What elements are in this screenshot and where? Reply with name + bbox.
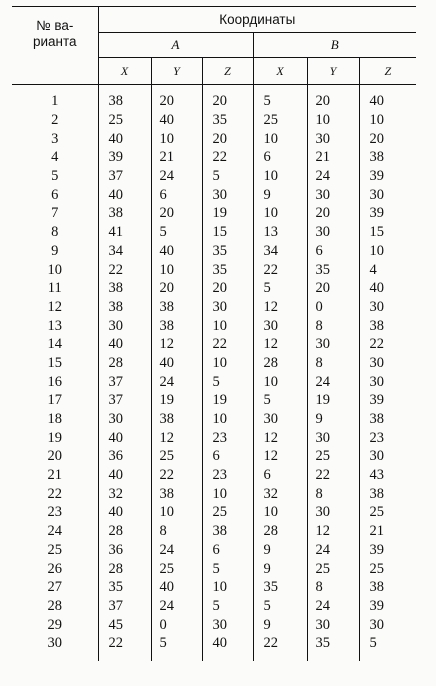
coordinate-cell-a-y: 10 (151, 260, 202, 279)
coordinate-cell-a-x: 38 (98, 298, 151, 317)
table-body (12, 85, 416, 661)
variant-number-cell: 30 (47, 635, 62, 652)
coordinate-cell-b-y: 24 (307, 597, 359, 616)
coordinate-cell-b-z: 38 (359, 410, 416, 429)
coordinate-cell-b-z: 10 (359, 111, 416, 130)
axis-header-b-z: Z (359, 58, 416, 85)
table-row (12, 466, 416, 485)
coordinate-cell-b-x: 6 (253, 148, 307, 167)
axis-header-a-y: Y (151, 58, 202, 85)
coordinate-cell-a-y: 40 (151, 578, 202, 597)
variant-number-cell: 7 (51, 205, 59, 222)
coordinate-cell-b-z: 30 (359, 615, 416, 634)
coordinate-cell-a-y: 20 (151, 204, 202, 223)
coordinate-cell-a-x: 28 (98, 559, 151, 578)
coordinate-cell-b-z: 20 (359, 129, 416, 148)
coordinate-cell-a-y: 38 (151, 316, 202, 335)
table-row (12, 503, 416, 522)
coordinate-cell-a-x: 36 (98, 447, 151, 466)
table-row (12, 447, 416, 466)
axis-header-a-x: X (98, 58, 151, 85)
coordinate-cell-a-x: 40 (98, 503, 151, 522)
coordinate-cell-a-y: 20 (151, 85, 202, 111)
coordinate-cell-a-z: 20 (202, 129, 253, 148)
coordinate-cell-b-y: 30 (307, 129, 359, 148)
coordinate-cell-a-x: 37 (98, 597, 151, 616)
coordinate-cell-a-y: 24 (151, 167, 202, 186)
spacer-cell (359, 653, 416, 661)
variant-number-cell: 6 (51, 186, 59, 203)
coordinate-cell-a-y: 25 (151, 447, 202, 466)
coordinate-cell-a-y: 40 (151, 242, 202, 261)
coordinate-cell-a-y: 22 (151, 466, 202, 485)
coordinate-cell-a-x: 39 (98, 148, 151, 167)
variant-number-cell: 15 (47, 354, 62, 371)
variant-number-cell: 5 (51, 168, 59, 185)
spacer-cell (98, 653, 151, 661)
coordinate-cell-b-z: 30 (359, 372, 416, 391)
table-row (12, 428, 416, 447)
table-row (12, 129, 416, 148)
coordinate-cell-a-z: 40 (202, 634, 253, 653)
coordinate-cell-a-z: 30 (202, 615, 253, 634)
table-row (12, 260, 416, 279)
table-row (12, 335, 416, 354)
coordinate-cell-b-x: 10 (253, 503, 307, 522)
variant-number-cell: 14 (47, 336, 62, 353)
table-row (12, 410, 416, 429)
table-row (12, 279, 416, 298)
variant-number-cell: 21 (47, 467, 62, 484)
variant-number-cell: 29 (47, 616, 62, 633)
header-row-top (12, 7, 416, 33)
group-b-header: B (253, 33, 416, 58)
coordinate-cell-a-y: 38 (151, 298, 202, 317)
coordinate-cell-a-y: 6 (151, 185, 202, 204)
variant-number-cell: 18 (47, 411, 62, 428)
coordinate-cell-b-x: 25 (253, 111, 307, 130)
coordinate-cell-a-z: 10 (202, 578, 253, 597)
coordinate-cell-a-x: 28 (98, 522, 151, 541)
coordinate-cell-b-x: 9 (253, 185, 307, 204)
coordinate-cell-a-y: 24 (151, 541, 202, 560)
table-row (12, 85, 416, 111)
table-row (12, 148, 416, 167)
variant-number-cell: 19 (47, 429, 62, 446)
coordinate-cell-b-x: 12 (253, 335, 307, 354)
coordinate-cell-a-x: 38 (98, 85, 151, 111)
coordinate-cell-a-z: 6 (202, 541, 253, 560)
coordinate-cell-a-x: 45 (98, 615, 151, 634)
variant-number-cell: 26 (47, 560, 62, 577)
variant-number-cell: 22 (47, 485, 62, 502)
table-row (12, 597, 416, 616)
variant-number-cell: 9 (51, 242, 59, 259)
coordinate-cell-a-y: 5 (151, 223, 202, 242)
coordinate-cell-a-y: 40 (151, 354, 202, 373)
variant-header-line1: № ва- (36, 18, 74, 33)
coordinate-cell-b-x: 5 (253, 391, 307, 410)
coordinate-cell-a-z: 5 (202, 372, 253, 391)
coordinate-cell-b-y: 22 (307, 466, 359, 485)
coordinate-cell-a-z: 5 (202, 597, 253, 616)
variant-number-cell: 24 (47, 523, 62, 540)
coordinate-cell-a-z: 35 (202, 242, 253, 261)
coordinate-cell-b-y: 24 (307, 541, 359, 560)
coordinate-cell-a-x: 40 (98, 466, 151, 485)
coordinate-cell-b-x: 30 (253, 316, 307, 335)
variant-number-cell: 11 (47, 280, 62, 297)
table-row (12, 167, 416, 186)
coordinate-cell-b-z: 22 (359, 335, 416, 354)
coordinate-cell-b-z: 39 (359, 597, 416, 616)
coordinate-cell-b-y: 10 (307, 111, 359, 130)
coordinate-cell-b-z: 43 (359, 466, 416, 485)
coordinate-cell-a-x: 40 (98, 185, 151, 204)
variant-number-cell: 1 (51, 93, 59, 110)
coordinate-cell-a-x: 40 (98, 428, 151, 447)
coordinate-cell-a-x: 35 (98, 578, 151, 597)
coordinates-table (12, 6, 416, 661)
variant-number-cell: 28 (47, 597, 62, 614)
coordinate-cell-b-y: 30 (307, 223, 359, 242)
spacer-cell (307, 653, 359, 661)
spacer-cell (202, 653, 253, 661)
coordinate-cell-b-z: 30 (359, 354, 416, 373)
coordinate-cell-a-z: 10 (202, 354, 253, 373)
coordinate-cell-b-z: 30 (359, 185, 416, 204)
coordinate-cell-a-x: 38 (98, 204, 151, 223)
variant-number-cell: 25 (47, 541, 62, 558)
coordinate-cell-a-y: 24 (151, 372, 202, 391)
coordinate-cell-a-x: 36 (98, 541, 151, 560)
table-row (12, 615, 416, 634)
coordinate-cell-a-x: 22 (98, 634, 151, 653)
coordinate-cell-a-y: 25 (151, 559, 202, 578)
variant-number-cell: 23 (47, 504, 62, 521)
coordinate-cell-a-y: 24 (151, 597, 202, 616)
variant-number-cell: 10 (47, 261, 62, 278)
coordinate-cell-b-y: 8 (307, 484, 359, 503)
coordinate-cell-a-z: 20 (202, 85, 253, 111)
variant-number-cell: 12 (47, 298, 62, 315)
coordinate-cell-b-y: 6 (307, 242, 359, 261)
table-row (12, 391, 416, 410)
axis-header-b-x: X (253, 58, 307, 85)
coordinate-cell-a-y: 40 (151, 111, 202, 130)
coordinate-cell-b-y: 8 (307, 316, 359, 335)
coordinate-cell-a-y: 38 (151, 484, 202, 503)
table-bottom-spacer (12, 653, 416, 661)
coordinate-cell-b-z: 39 (359, 541, 416, 560)
table-row (12, 111, 416, 130)
coordinate-cell-a-y: 19 (151, 391, 202, 410)
coordinate-cell-a-y: 8 (151, 522, 202, 541)
coordinate-cell-a-z: 19 (202, 204, 253, 223)
coordinate-cell-b-x: 12 (253, 447, 307, 466)
table-row (12, 522, 416, 541)
variant-number-cell: 27 (47, 579, 62, 596)
coordinate-cell-b-x: 10 (253, 167, 307, 186)
coordinate-cell-b-y: 35 (307, 260, 359, 279)
coordinate-cell-a-z: 5 (202, 559, 253, 578)
coordinate-cell-b-z: 5 (359, 634, 416, 653)
coordinate-cell-b-z: 40 (359, 85, 416, 111)
coordinate-cell-a-z: 10 (202, 410, 253, 429)
variant-number-cell: 2 (51, 112, 59, 129)
variant-number-cell: 20 (47, 448, 62, 465)
coordinate-cell-a-x: 37 (98, 372, 151, 391)
coordinate-cell-b-x: 28 (253, 522, 307, 541)
coordinate-cell-b-z: 39 (359, 204, 416, 223)
coordinate-cell-a-x: 32 (98, 484, 151, 503)
coordinate-cell-a-z: 6 (202, 447, 253, 466)
coordinate-cell-b-x: 10 (253, 372, 307, 391)
coordinate-cell-a-z: 23 (202, 466, 253, 485)
coordinate-cell-b-y: 35 (307, 634, 359, 653)
coordinate-cell-b-x: 5 (253, 597, 307, 616)
coordinate-cell-b-y: 20 (307, 279, 359, 298)
variant-number-cell: 3 (51, 130, 59, 147)
coordinate-cell-a-y: 12 (151, 335, 202, 354)
coordinate-cell-b-x: 12 (253, 428, 307, 447)
coordinate-cell-b-y: 19 (307, 391, 359, 410)
coordinate-cell-b-x: 13 (253, 223, 307, 242)
coordinate-cell-a-y: 10 (151, 129, 202, 148)
coordinate-cell-b-y: 20 (307, 204, 359, 223)
coordinate-cell-a-y: 21 (151, 148, 202, 167)
coordinate-cell-b-y: 25 (307, 447, 359, 466)
axis-header-a-z: Z (202, 58, 253, 85)
coordinate-cell-a-y: 38 (151, 410, 202, 429)
coordinate-cell-b-y: 0 (307, 298, 359, 317)
coordinate-cell-b-x: 5 (253, 279, 307, 298)
coordinate-cell-b-z: 23 (359, 428, 416, 447)
coordinate-cell-b-x: 12 (253, 298, 307, 317)
coordinates-header: Координаты (98, 7, 416, 33)
coordinate-cell-b-y: 30 (307, 185, 359, 204)
coordinate-cell-b-y: 24 (307, 372, 359, 391)
coordinate-cell-a-z: 15 (202, 223, 253, 242)
coordinate-cell-b-z: 25 (359, 559, 416, 578)
coordinate-cell-a-y: 10 (151, 503, 202, 522)
table-row (12, 223, 416, 242)
table-row (12, 354, 416, 373)
coordinate-cell-b-x: 34 (253, 242, 307, 261)
coordinate-cell-a-x: 22 (98, 260, 151, 279)
coordinate-cell-a-x: 40 (98, 335, 151, 354)
variant-number-cell: 16 (47, 373, 62, 390)
coordinate-cell-a-x: 37 (98, 391, 151, 410)
coordinate-cell-a-z: 25 (202, 503, 253, 522)
coordinate-cell-b-x: 28 (253, 354, 307, 373)
coordinate-cell-b-z: 39 (359, 391, 416, 410)
coordinate-cell-b-z: 30 (359, 447, 416, 466)
coordinate-cell-b-x: 9 (253, 559, 307, 578)
coordinate-cell-b-z: 21 (359, 522, 416, 541)
group-a-header: A (98, 33, 253, 58)
coordinate-cell-b-x: 22 (253, 260, 307, 279)
coordinate-cell-a-x: 41 (98, 223, 151, 242)
coordinate-cell-b-y: 9 (307, 410, 359, 429)
table-row (12, 559, 416, 578)
coordinate-cell-a-z: 38 (202, 522, 253, 541)
coordinate-cell-b-x: 5 (253, 85, 307, 111)
variant-number-cell: 4 (51, 149, 59, 166)
coordinate-cell-a-z: 5 (202, 167, 253, 186)
coordinate-cell-a-x: 30 (98, 316, 151, 335)
coordinate-cell-b-x: 30 (253, 410, 307, 429)
coordinate-cell-b-y: 30 (307, 428, 359, 447)
coordinate-cell-a-y: 12 (151, 428, 202, 447)
coordinate-cell-b-y: 24 (307, 167, 359, 186)
table-header (12, 7, 416, 85)
coordinate-cell-a-z: 23 (202, 428, 253, 447)
coordinate-cell-b-x: 10 (253, 129, 307, 148)
variant-number-cell: 17 (47, 392, 62, 409)
coordinate-cell-a-z: 35 (202, 260, 253, 279)
spacer-cell (151, 653, 202, 661)
coordinate-cell-a-x: 28 (98, 354, 151, 373)
coordinate-cell-a-x: 25 (98, 111, 151, 130)
coordinate-cell-b-x: 35 (253, 578, 307, 597)
coordinate-cell-b-z: 15 (359, 223, 416, 242)
coordinate-cell-a-z: 22 (202, 335, 253, 354)
coordinate-cell-a-x: 37 (98, 167, 151, 186)
coordinate-cell-b-z: 38 (359, 148, 416, 167)
coordinate-cell-a-x: 40 (98, 129, 151, 148)
coordinate-cell-b-y: 30 (307, 615, 359, 634)
coordinate-cell-b-x: 9 (253, 541, 307, 560)
coordinate-cell-b-z: 10 (359, 242, 416, 261)
coordinate-cell-a-z: 10 (202, 484, 253, 503)
coordinate-cell-b-z: 30 (359, 298, 416, 317)
coordinate-cell-b-z: 25 (359, 503, 416, 522)
table-row (12, 541, 416, 560)
spacer-cell (12, 653, 98, 661)
table-row (12, 316, 416, 335)
coordinate-cell-b-z: 39 (359, 167, 416, 186)
table-row (12, 484, 416, 503)
variant-header-line2: рианта (32, 34, 77, 49)
coordinate-cell-b-z: 40 (359, 279, 416, 298)
table-row (12, 242, 416, 261)
coordinate-cell-a-z: 10 (202, 316, 253, 335)
coordinate-cell-a-z: 22 (202, 148, 253, 167)
coordinate-cell-b-z: 38 (359, 484, 416, 503)
coordinate-cell-a-z: 30 (202, 298, 253, 317)
coordinate-cell-a-z: 35 (202, 111, 253, 130)
spacer-cell (253, 653, 307, 661)
coordinate-cell-b-y: 30 (307, 503, 359, 522)
coordinate-cell-b-y: 12 (307, 522, 359, 541)
coordinate-cell-b-z: 38 (359, 316, 416, 335)
variant-number-cell: 13 (47, 317, 62, 334)
coordinate-cell-a-y: 20 (151, 279, 202, 298)
coordinate-cell-a-y: 0 (151, 615, 202, 634)
coordinate-cell-b-y: 8 (307, 578, 359, 597)
coordinate-cell-b-y: 30 (307, 335, 359, 354)
variant-number-cell: 8 (51, 224, 59, 241)
coordinate-cell-b-y: 20 (307, 85, 359, 111)
coordinate-cell-a-x: 38 (98, 279, 151, 298)
coordinate-cell-a-z: 20 (202, 279, 253, 298)
coordinate-cell-a-z: 19 (202, 391, 253, 410)
coordinate-cell-b-x: 9 (253, 615, 307, 634)
coordinate-cell-a-z: 30 (202, 185, 253, 204)
table-row (12, 185, 416, 204)
table-row (12, 298, 416, 317)
table-row (12, 204, 416, 223)
coordinate-cell-b-z: 4 (359, 260, 416, 279)
axis-header-b-y: Y (307, 58, 359, 85)
coordinate-cell-b-x: 6 (253, 466, 307, 485)
coordinate-cell-b-z: 38 (359, 578, 416, 597)
coordinate-cell-a-x: 30 (98, 410, 151, 429)
coordinate-cell-b-y: 25 (307, 559, 359, 578)
coordinate-cell-b-x: 10 (253, 204, 307, 223)
table-row (12, 578, 416, 597)
coordinate-cell-b-x: 32 (253, 484, 307, 503)
coordinate-cell-a-y: 5 (151, 634, 202, 653)
coordinate-cell-b-x: 22 (253, 634, 307, 653)
table-row (12, 372, 416, 391)
coordinate-cell-b-y: 21 (307, 148, 359, 167)
variant-column-header (12, 7, 98, 85)
coordinate-cell-a-x: 34 (98, 242, 151, 261)
coordinate-cell-b-y: 8 (307, 354, 359, 373)
table-row (12, 634, 416, 653)
